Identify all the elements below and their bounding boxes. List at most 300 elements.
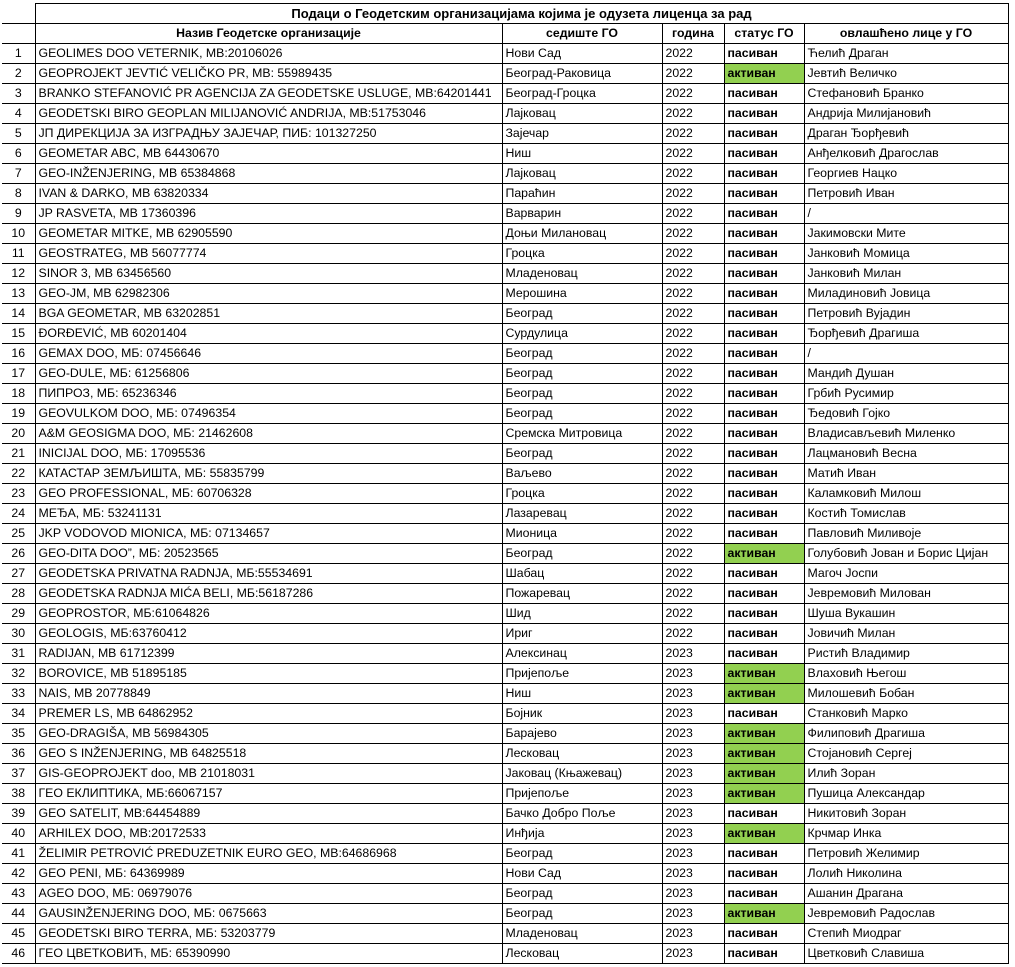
row-number: 12	[2, 264, 35, 284]
row-organization-name: GEOPROJEKT JEVTIĆ VELIČKO PR, MB: 55989435	[35, 64, 502, 84]
row-status: активан	[724, 664, 804, 684]
row-authorized-person: Петровић Иван	[804, 184, 1008, 204]
table-row	[2, 444, 1008, 464]
header-name: Назив Геодетске организације	[35, 24, 502, 44]
row-seat: Шид	[502, 604, 662, 624]
row-year: 2022	[662, 84, 724, 104]
row-year: 2022	[662, 244, 724, 264]
table-row	[2, 164, 1008, 184]
row-organization-name: GEOLOGIS, МБ:63760412	[35, 624, 502, 644]
row-year: 2022	[662, 324, 724, 344]
row-number: 42	[2, 864, 35, 884]
row-status: пасиван	[724, 204, 804, 224]
row-seat: Београд	[502, 844, 662, 864]
row-organization-name: BRANKO STEFANOVIĆ PR AGENCIJA ZA GEODETSKE USLUGE, MB:64201441	[35, 84, 502, 104]
row-status: пасиван	[724, 184, 804, 204]
row-organization-name: ARHILEX DOO, MB:20172533	[35, 824, 502, 844]
row-status: активан	[724, 684, 804, 704]
row-year: 2022	[662, 164, 724, 184]
row-organization-name: BGA GEOMETAR, MB 63202851	[35, 304, 502, 324]
row-number: 33	[2, 684, 35, 704]
row-number: 11	[2, 244, 35, 264]
table-row	[2, 524, 1008, 544]
row-seat: Сурдулица	[502, 324, 662, 344]
row-number: 1	[2, 44, 35, 64]
row-year: 2022	[662, 184, 724, 204]
row-seat: Бојник	[502, 704, 662, 724]
row-seat: Јаковац (Књажевац)	[502, 764, 662, 784]
row-status: пасиван	[724, 364, 804, 384]
row-year: 2022	[662, 584, 724, 604]
row-seat: Лесковац	[502, 944, 662, 964]
table-row	[2, 644, 1008, 664]
row-number: 16	[2, 344, 35, 364]
row-authorized-person: Голубовић Јован и Борис Цијан	[804, 544, 1008, 564]
row-number: 17	[2, 364, 35, 384]
row-year: 2022	[662, 224, 724, 244]
row-year: 2022	[662, 104, 724, 124]
row-authorized-person: Георгиев Нацко	[804, 164, 1008, 184]
row-number: 35	[2, 724, 35, 744]
row-seat: Београд-Раковица	[502, 64, 662, 84]
row-seat: Пријепоље	[502, 784, 662, 804]
row-authorized-person: Лацмановић Весна	[804, 444, 1008, 464]
row-seat: Београд	[502, 384, 662, 404]
row-seat: Нови Сад	[502, 44, 662, 64]
row-seat: Зајечар	[502, 124, 662, 144]
table-row	[2, 564, 1008, 584]
row-year: 2022	[662, 484, 724, 504]
row-status: активан	[724, 824, 804, 844]
row-year: 2022	[662, 524, 724, 544]
row-organization-name: GEOVULKOM DOO, МБ: 07496354	[35, 404, 502, 424]
row-authorized-person: Станковић Марко	[804, 704, 1008, 724]
row-organization-name: GEO SATELIT, MB:64454889	[35, 804, 502, 824]
row-status: пасиван	[724, 864, 804, 884]
table-row	[2, 924, 1008, 944]
row-organization-name: GIS-GEOPROJEKT doo, MB 21018031	[35, 764, 502, 784]
row-seat: Београд	[502, 344, 662, 364]
row-authorized-person: Влаховић Његош	[804, 664, 1008, 684]
row-authorized-person: Петровић Вујадин	[804, 304, 1008, 324]
row-authorized-person: Крчмар Инка	[804, 824, 1008, 844]
row-status: пасиван	[724, 264, 804, 284]
row-seat: Пожаревац	[502, 584, 662, 604]
table-row	[2, 584, 1008, 604]
row-seat: Младеновац	[502, 924, 662, 944]
row-status: активан	[724, 764, 804, 784]
table-row	[2, 944, 1008, 964]
table-row	[2, 784, 1008, 804]
row-organization-name: GAUSINŽENJERING DOO, МБ: 0675663	[35, 904, 502, 924]
table-row	[2, 504, 1008, 524]
row-year: 2023	[662, 724, 724, 744]
row-number: 4	[2, 104, 35, 124]
row-authorized-person: Ђорђевић Драгиша	[804, 324, 1008, 344]
row-organization-name: GEOPROSTOR, МБ:61064826	[35, 604, 502, 624]
row-seat: Ваљево	[502, 464, 662, 484]
row-seat: Алексинац	[502, 644, 662, 664]
row-authorized-person: Јевремовић Милован	[804, 584, 1008, 604]
row-status: пасиван	[724, 244, 804, 264]
row-number: 44	[2, 904, 35, 924]
header-number	[2, 24, 35, 44]
row-status: пасиван	[724, 404, 804, 424]
row-authorized-person: Костић Томислав	[804, 504, 1008, 524]
row-seat: Младеновац	[502, 264, 662, 284]
row-status: пасиван	[724, 644, 804, 664]
row-seat: Ниш	[502, 684, 662, 704]
row-status: пасиван	[724, 384, 804, 404]
row-organization-name: GEODETSKI BIRO TERRA, МБ: 53203779	[35, 924, 502, 944]
row-organization-name: BOROVICE, MB 51895185	[35, 664, 502, 684]
row-year: 2023	[662, 944, 724, 964]
row-number: 24	[2, 504, 35, 524]
table-row	[2, 864, 1008, 884]
row-number: 39	[2, 804, 35, 824]
row-year: 2022	[662, 44, 724, 64]
row-year: 2023	[662, 764, 724, 784]
row-organization-name: GEO S INŽENJERING, MB 64825518	[35, 744, 502, 764]
row-authorized-person: Каламковић Милош	[804, 484, 1008, 504]
row-status: пасиван	[724, 164, 804, 184]
table-row	[2, 184, 1008, 204]
table-row	[2, 724, 1008, 744]
row-status: пасиван	[724, 324, 804, 344]
row-number: 23	[2, 484, 35, 504]
row-status: пасиван	[724, 284, 804, 304]
row-organization-name: GEO-DITA DOO”, МБ: 20523565	[35, 544, 502, 564]
row-number: 27	[2, 564, 35, 584]
row-seat: Ириг	[502, 624, 662, 644]
table-row	[2, 384, 1008, 404]
table-title: Подаци о Геодетским организацијама којима је одузета лиценца за рад	[35, 4, 1008, 24]
row-organization-name: GEODETSKA RADNJA MIĆA BELI, МБ:56187286	[35, 584, 502, 604]
row-number: 20	[2, 424, 35, 444]
row-seat: Инђија	[502, 824, 662, 844]
row-organization-name: NAIS, MB 20778849	[35, 684, 502, 704]
row-year: 2023	[662, 864, 724, 884]
row-status: активан	[724, 744, 804, 764]
row-authorized-person: Стојановић Сергеј	[804, 744, 1008, 764]
row-number: 2	[2, 64, 35, 84]
row-status: пасиван	[724, 44, 804, 64]
table-row	[2, 844, 1008, 864]
row-organization-name: GEO-DULE, МБ: 61256806	[35, 364, 502, 384]
row-status: пасиван	[724, 224, 804, 244]
row-number: 37	[2, 764, 35, 784]
table-row	[2, 704, 1008, 724]
row-organization-name: GEO PENI, МБ: 64369989	[35, 864, 502, 884]
row-year: 2023	[662, 924, 724, 944]
row-year: 2023	[662, 684, 724, 704]
row-year: 2022	[662, 344, 724, 364]
row-status: пасиван	[724, 424, 804, 444]
row-authorized-person: Миладиновић Јовица	[804, 284, 1008, 304]
row-authorized-person: Ћелић Драган	[804, 44, 1008, 64]
row-organization-name: AGEO DOO, МБ: 06979076	[35, 884, 502, 904]
row-number: 25	[2, 524, 35, 544]
row-organization-name: ЈП ДИРЕКЦИЈА ЗА ИЗГРАДЊУ ЗАЈЕЧАР, ПИБ: 101327250	[35, 124, 502, 144]
row-authorized-person: Андрија Милијановић	[804, 104, 1008, 124]
row-year: 2023	[662, 744, 724, 764]
row-organization-name: ĐORĐEVIĆ, MB 60201404	[35, 324, 502, 344]
row-authorized-person: Ашанин Драгана	[804, 884, 1008, 904]
row-number: 26	[2, 544, 35, 564]
table-row	[2, 544, 1008, 564]
row-status: активан	[724, 544, 804, 564]
row-number: 45	[2, 924, 35, 944]
header-seat: седиште ГО	[502, 24, 662, 44]
row-organization-name: RADIJAN, MB 61712399	[35, 644, 502, 664]
row-seat: Београд	[502, 884, 662, 904]
table-row	[2, 304, 1008, 324]
row-year: 2023	[662, 664, 724, 684]
row-authorized-person: Илић Зоран	[804, 764, 1008, 784]
row-seat: Пријепоље	[502, 664, 662, 684]
row-number: 8	[2, 184, 35, 204]
header-person: овлашћено лице у ГО	[804, 24, 1008, 44]
row-status: пасиван	[724, 564, 804, 584]
row-seat: Београд	[502, 544, 662, 564]
row-authorized-person: Ђедовић Гојко	[804, 404, 1008, 424]
row-organization-name: A&M GEOSIGMA DOO, МБ: 21462608	[35, 424, 502, 444]
table-row	[2, 464, 1008, 484]
table-row	[2, 324, 1008, 344]
header-row	[2, 24, 1008, 44]
row-year: 2022	[662, 564, 724, 584]
row-year: 2022	[662, 424, 724, 444]
row-number: 21	[2, 444, 35, 464]
row-authorized-person: Јакимовски Мите	[804, 224, 1008, 244]
row-seat: Београд	[502, 364, 662, 384]
row-seat: Шабац	[502, 564, 662, 584]
row-authorized-person: /	[804, 204, 1008, 224]
row-number: 6	[2, 144, 35, 164]
row-number: 15	[2, 324, 35, 344]
row-organization-name: ПИПРОЗ, МБ: 65236346	[35, 384, 502, 404]
table-row	[2, 44, 1008, 64]
row-organization-name: GEO-DRAGIŠA, MB 56984305	[35, 724, 502, 744]
row-organization-name: GEOSTRATEG, MB 56077774	[35, 244, 502, 264]
row-organization-name: МЕЂА, МБ: 53241131	[35, 504, 502, 524]
row-organization-name: JKP VODOVOD MIONICA, МБ: 07134657	[35, 524, 502, 544]
row-authorized-person: Анђелковић Драгослав	[804, 144, 1008, 164]
table-body	[2, 44, 1008, 964]
row-organization-name: GEOMETAR MITKE, MB 62905590	[35, 224, 502, 244]
corner-cell	[2, 4, 35, 24]
row-status: пасиван	[724, 924, 804, 944]
row-status: активан	[724, 64, 804, 84]
row-number: 14	[2, 304, 35, 324]
row-status: пасиван	[724, 804, 804, 824]
row-seat: Доњи Милановац	[502, 224, 662, 244]
row-seat: Барајево	[502, 724, 662, 744]
row-number: 10	[2, 224, 35, 244]
row-number: 30	[2, 624, 35, 644]
table-row	[2, 424, 1008, 444]
header-status: статус ГО	[724, 24, 804, 44]
row-authorized-person: Мандић Душан	[804, 364, 1008, 384]
table-row	[2, 884, 1008, 904]
row-authorized-person: Магоч Јоспи	[804, 564, 1008, 584]
row-authorized-person: Петровић Желимир	[804, 844, 1008, 864]
row-seat: Лајковац	[502, 104, 662, 124]
row-authorized-person: /	[804, 344, 1008, 364]
table-row	[2, 484, 1008, 504]
row-status: пасиван	[724, 344, 804, 364]
title-row	[2, 4, 1008, 24]
table-row	[2, 664, 1008, 684]
row-year: 2022	[662, 544, 724, 564]
row-organization-name: GEMAX DOO, МБ: 07456646	[35, 344, 502, 364]
table-row	[2, 84, 1008, 104]
row-seat: Лазаревац	[502, 504, 662, 524]
row-year: 2022	[662, 64, 724, 84]
row-authorized-person: Јевремовић Радослав	[804, 904, 1008, 924]
row-year: 2022	[662, 284, 724, 304]
row-organization-name: GEODETSKI BIRO GEOPLAN MILIJANOVIĆ ANDRIJA, MB:51753046	[35, 104, 502, 124]
table-row	[2, 344, 1008, 364]
row-organization-name: JP RASVETA, MB 17360396	[35, 204, 502, 224]
row-seat: Београд	[502, 304, 662, 324]
row-organization-name: ŽELIMIR PETROVIĆ PREDUZETNIK EURO GEO, MB:64686968	[35, 844, 502, 864]
row-seat: Лесковац	[502, 744, 662, 764]
row-seat: Нови Сад	[502, 864, 662, 884]
row-year: 2022	[662, 204, 724, 224]
row-year: 2022	[662, 404, 724, 424]
table-row	[2, 624, 1008, 644]
row-year: 2022	[662, 444, 724, 464]
row-number: 32	[2, 664, 35, 684]
row-authorized-person: Пушица Александар	[804, 784, 1008, 804]
row-organization-name: INICIJAL DOO, МБ: 17095536	[35, 444, 502, 464]
row-seat: Београд	[502, 404, 662, 424]
table-row	[2, 64, 1008, 84]
row-number: 46	[2, 944, 35, 964]
row-year: 2022	[662, 304, 724, 324]
table-row	[2, 904, 1008, 924]
row-authorized-person: Стефановић Бранко	[804, 84, 1008, 104]
row-year: 2022	[662, 264, 724, 284]
row-status: активан	[724, 724, 804, 744]
row-authorized-person: Јанковић Момица	[804, 244, 1008, 264]
row-organization-name: GEO-INŽENJERING, MB 65384868	[35, 164, 502, 184]
header-year: година	[662, 24, 724, 44]
table-row	[2, 144, 1008, 164]
row-status: пасиван	[724, 304, 804, 324]
row-organization-name: GEOLIMES DOO VETERNIK, MB:20106026	[35, 44, 502, 64]
row-number: 22	[2, 464, 35, 484]
row-year: 2023	[662, 824, 724, 844]
row-year: 2022	[662, 624, 724, 644]
row-status: пасиван	[724, 84, 804, 104]
row-number: 28	[2, 584, 35, 604]
row-organization-name: PREMER LS, MB 64862952	[35, 704, 502, 724]
row-number: 41	[2, 844, 35, 864]
table-row	[2, 804, 1008, 824]
row-status: пасиван	[724, 104, 804, 124]
table-row	[2, 604, 1008, 624]
row-status: активан	[724, 904, 804, 924]
row-seat: Београд	[502, 444, 662, 464]
row-authorized-person: Шуша Вукашин	[804, 604, 1008, 624]
row-number: 40	[2, 824, 35, 844]
row-number: 7	[2, 164, 35, 184]
row-organization-name: GEOMETAR ABC, MB 64430670	[35, 144, 502, 164]
row-organization-name: ГЕО ЦВЕТКОВИЋ, МБ: 65390990	[35, 944, 502, 964]
row-seat: Београд-Гроцка	[502, 84, 662, 104]
table-row	[2, 264, 1008, 284]
row-seat: Параћин	[502, 184, 662, 204]
row-authorized-person: Јанковић Милан	[804, 264, 1008, 284]
table-row	[2, 204, 1008, 224]
row-number: 3	[2, 84, 35, 104]
row-seat: Гроцка	[502, 244, 662, 264]
row-organization-name: IVAN & DARKO, MB 63820334	[35, 184, 502, 204]
row-seat: Мионица	[502, 524, 662, 544]
row-year: 2023	[662, 804, 724, 824]
row-number: 36	[2, 744, 35, 764]
row-year: 2022	[662, 604, 724, 624]
row-organization-name: GEO PROFESSIONAL, МБ: 60706328	[35, 484, 502, 504]
row-seat: Бачко Добро Поље	[502, 804, 662, 824]
table-row	[2, 244, 1008, 264]
row-authorized-person: Матић Иван	[804, 464, 1008, 484]
row-number: 9	[2, 204, 35, 224]
row-status: активан	[724, 784, 804, 804]
row-year: 2023	[662, 884, 724, 904]
table-row	[2, 404, 1008, 424]
row-authorized-person: Павловић Миливоје	[804, 524, 1008, 544]
row-authorized-person: Степић Миодраг	[804, 924, 1008, 944]
row-authorized-person: Милошевић Бобан	[804, 684, 1008, 704]
row-year: 2023	[662, 704, 724, 724]
row-seat: Варварин	[502, 204, 662, 224]
row-status: пасиван	[724, 584, 804, 604]
table-row	[2, 764, 1008, 784]
row-status: пасиван	[724, 484, 804, 504]
row-authorized-person: Јовичић Милан	[804, 624, 1008, 644]
row-number: 13	[2, 284, 35, 304]
row-authorized-person: Владисављевић Миленко	[804, 424, 1008, 444]
row-authorized-person: Цветковић Славиша	[804, 944, 1008, 964]
row-year: 2023	[662, 904, 724, 924]
table-row	[2, 104, 1008, 124]
row-status: пасиван	[724, 704, 804, 724]
row-authorized-person: Лолић Николина	[804, 864, 1008, 884]
table-row	[2, 224, 1008, 244]
row-organization-name: ГЕО ЕКЛИПТИКА, МБ:66067157	[35, 784, 502, 804]
row-organization-name: GEO-JM, MB 62982306	[35, 284, 502, 304]
row-number: 31	[2, 644, 35, 664]
row-organization-name: КАТАСТАР ЗЕМЉИШТА, МБ: 55835799	[35, 464, 502, 484]
row-status: пасиван	[724, 504, 804, 524]
row-authorized-person: Ристић Владимир	[804, 644, 1008, 664]
row-status: пасиван	[724, 624, 804, 644]
row-authorized-person: Јевтић Величко	[804, 64, 1008, 84]
table-row	[2, 824, 1008, 844]
row-status: пасиван	[724, 464, 804, 484]
row-year: 2022	[662, 384, 724, 404]
row-status: пасиван	[724, 604, 804, 624]
row-status: пасиван	[724, 844, 804, 864]
table-row	[2, 684, 1008, 704]
row-status: пасиван	[724, 944, 804, 964]
row-number: 29	[2, 604, 35, 624]
row-status: пасиван	[724, 144, 804, 164]
row-number: 5	[2, 124, 35, 144]
